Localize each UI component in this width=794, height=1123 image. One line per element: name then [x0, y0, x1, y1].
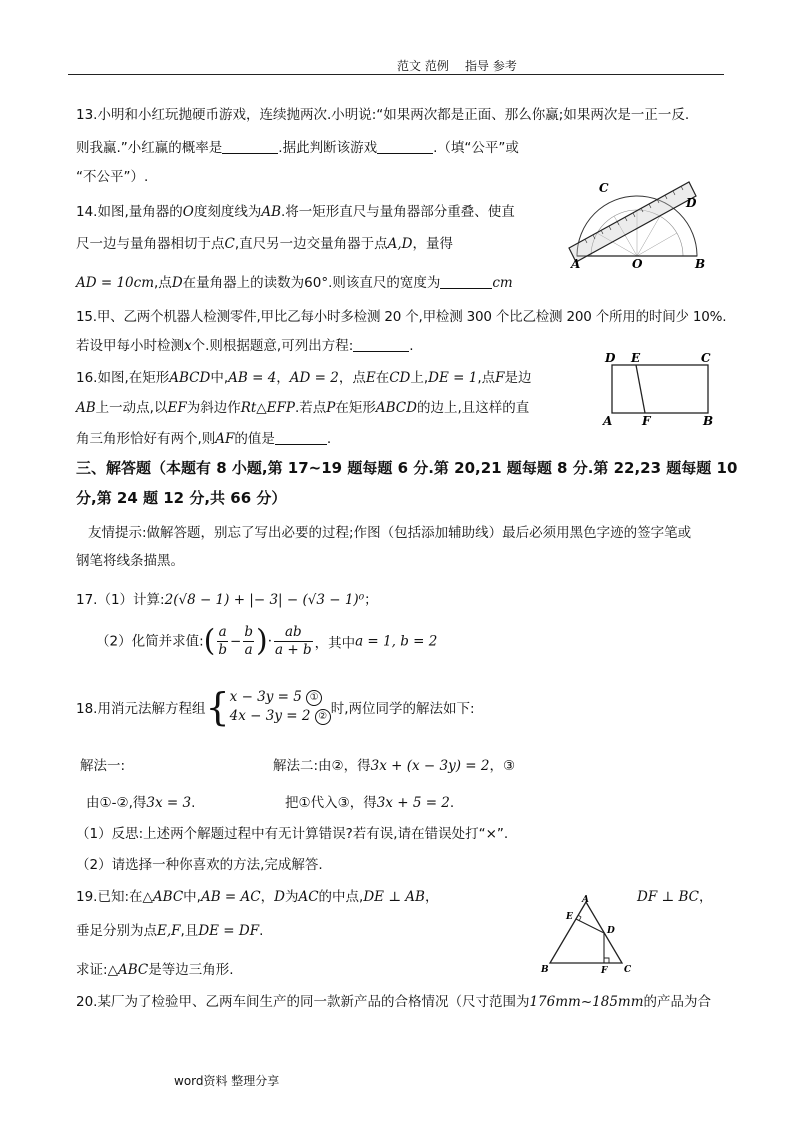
q16-text-j: .若点: [294, 400, 327, 416]
label-A: A: [603, 414, 613, 428]
q16-cd: CD: [389, 370, 411, 386]
q19-text-h: 垂足分别为点: [76, 923, 157, 939]
q16-de1: DE = 1: [428, 370, 478, 386]
q13-line3: “不公平”）.: [76, 169, 149, 185]
q16-e: E: [365, 370, 376, 386]
q16-line3: [76, 427, 331, 447]
answer-blank: [377, 139, 433, 154]
q18-expr-b: 3x = 3: [146, 795, 192, 811]
label-A: A: [571, 257, 581, 270]
q13-text-c: .（填“公平”或: [433, 140, 519, 156]
label-C: C: [701, 351, 711, 365]
q14-text-e: ,直尺另一边交量角器于点: [234, 236, 388, 252]
q15-text-b: 个.则根据题意,可列出方程:: [191, 338, 354, 354]
rectangle-figure: [598, 348, 718, 428]
q20-text-b: 的产品为合: [643, 994, 712, 1010]
dot-operator: ·: [267, 633, 272, 650]
q14-text-h: 在量角器上的读数为60°.则该直尺的宽度为: [182, 275, 441, 291]
q15-line1: 15.甲、乙两个机器人检测零件,甲比乙每小时多检测 20 个,甲检测 300 个比乙检测 200 个所用的时间少 10%.: [76, 309, 727, 325]
q19-text-d: 为: [284, 889, 299, 905]
q19-abc: △ABC: [142, 889, 184, 905]
q17-text-b: （2）化简并求值:: [96, 633, 204, 650]
numerator: ab: [274, 624, 313, 642]
minus-sign: −: [230, 633, 242, 650]
label-E: E: [566, 912, 573, 922]
q19-text-g: ，: [698, 889, 713, 905]
q16-text-n: 的值是: [234, 431, 275, 447]
q14-line3: [76, 271, 513, 291]
header-right: 指导 参考: [465, 59, 517, 73]
q20-line1: [76, 990, 711, 1010]
q14-line1: [76, 200, 515, 220]
label-O: O: [632, 257, 643, 270]
label-B: B: [695, 257, 706, 270]
q18-method1-line: [86, 791, 195, 811]
q16-text-l: 的边上,且这样的直: [416, 400, 530, 416]
answer-blank: [222, 139, 278, 154]
q19-d: D: [274, 889, 285, 905]
equation-1: x − 3y = 5: [229, 689, 302, 705]
q18-method2-line1: [273, 754, 515, 774]
label-A: A: [582, 895, 589, 905]
circled-one: ①: [306, 690, 322, 706]
q14-d: D: [171, 275, 183, 291]
numerator: a: [218, 624, 227, 640]
section3-tip-line2: 钢笔将线条描黑。: [76, 553, 184, 569]
q16-ab: AB: [76, 400, 96, 416]
q17-semicolon: ；: [364, 592, 378, 608]
q18-method2-line2: [285, 791, 454, 811]
q16-abcd2: ABCD: [375, 400, 417, 416]
q19-de-perp-ab: DE ⊥ AB: [363, 889, 425, 905]
q13-text-b: .据此判断该游戏: [278, 140, 378, 156]
section3-tip-line1: 友情提示:做解答题，别忘了写出必要的过程;作图（包括添加辅助线）最后必须用黑色字迹的签字笔或: [88, 525, 692, 541]
denominator: b: [218, 642, 228, 658]
q16-text-m: 角三角形恰好有两个,则: [76, 431, 216, 447]
label-B: B: [703, 414, 714, 428]
q18-method1-label: 解法一:: [80, 758, 126, 774]
q20-range-start: 176mm: [529, 994, 581, 1010]
q13-line2: [76, 136, 519, 156]
q19-ab-ac: AB = AC: [200, 889, 261, 905]
equation-2: 4x − 3y = 2: [229, 708, 311, 724]
q13-text-a: 则我赢.”小红赢的概率是: [76, 140, 223, 156]
q16-ef: EF: [167, 400, 187, 416]
q19-line3: [76, 958, 234, 978]
label-D: D: [607, 926, 615, 936]
q18-expr-a: 3x + (x − 3y) = 2: [370, 758, 490, 774]
protractor-ruler-figure: [555, 180, 725, 270]
q16-text-c: ，点: [338, 370, 366, 386]
q19-df-perp-bc: DF ⊥ BC: [637, 889, 699, 905]
q16-p: P: [326, 400, 336, 416]
q19-line1: [76, 885, 438, 905]
left-paren: (: [203, 623, 216, 659]
q16-text-o: .: [326, 431, 332, 447]
footer-text: word资料 整理分享: [174, 1074, 280, 1088]
q16-text-f: ,点: [477, 370, 496, 386]
q16-text-b: 中,: [210, 370, 229, 386]
label-E: E: [631, 351, 641, 365]
q14-ad-value: AD = 10cm: [76, 275, 155, 291]
q16-af: AF: [215, 431, 235, 447]
q14-text-g: ,点: [154, 275, 172, 291]
q16-text-e: 上,: [410, 370, 429, 386]
q18-text-e: 由①-②,得: [86, 795, 147, 811]
q14-ad: A,D: [387, 236, 413, 252]
fraction-a-over-b: [217, 624, 228, 659]
q16-line1: [76, 366, 532, 386]
q18-text-f: .: [191, 795, 196, 811]
q16-text-g: 是边: [504, 370, 532, 386]
q14-text-f: ，量得: [412, 236, 454, 252]
label-B: B: [541, 965, 549, 975]
q19-text-i: ,且: [180, 923, 199, 939]
q16-line2: [76, 396, 529, 416]
q14-text-d: 尺一边与量角器相切于点: [76, 236, 225, 252]
section3-title-line2: 分,第 24 题 12 分,共 66 分）: [76, 489, 287, 507]
q16-ab4: AB = 4: [228, 370, 277, 386]
label-F: F: [601, 966, 608, 976]
q14-line2: [76, 232, 453, 252]
q18-text-d: ，③: [489, 758, 516, 774]
q17-text-c: ，其中: [314, 635, 356, 652]
q16-text-d: 在: [375, 370, 390, 386]
q18-line1: [76, 687, 475, 727]
q16-text-i: 为斜边作: [186, 400, 241, 416]
equation-system: [230, 688, 331, 726]
q19-text-f: ，: [424, 889, 439, 905]
q19-text-l: 是等边三角形.: [148, 962, 234, 978]
q17-part2: [96, 624, 437, 659]
answer-blank: [353, 337, 409, 352]
q19-abc-2: △ABC: [107, 962, 149, 978]
q18-reflection: （1）反思:上述两个解题过程中有无计算错误?若有误,请在错误处打“×”.: [76, 826, 509, 842]
label-F: F: [642, 414, 651, 428]
denominator: a + b: [275, 642, 312, 658]
q18-text-h: .: [449, 795, 455, 811]
answer-blank: [275, 430, 327, 445]
q19-line2: [76, 919, 263, 939]
q19-ef: E,F: [157, 923, 181, 939]
q15-line2: [76, 334, 414, 354]
q15-text-a: 若设甲每小时检测: [76, 338, 184, 354]
q19-text-e: 的中点,: [318, 889, 364, 905]
q20-tilde: ~: [580, 994, 593, 1010]
q15-text-c: .: [409, 338, 414, 354]
label-C: C: [624, 965, 632, 975]
q19-text-a: 19.已知:在: [76, 889, 143, 905]
q17-condition: a = 1, b = 2: [355, 633, 438, 650]
q19-text-c: ，: [260, 889, 275, 905]
q18-text-a: 18.用消元法解方程组: [76, 701, 206, 717]
triangle-figure: [536, 895, 636, 977]
answer-blank: [440, 274, 492, 289]
q16-abcd: ABCD: [169, 370, 211, 386]
q19-text-j: .: [259, 923, 264, 939]
q16-rt: Rt△EFP: [240, 400, 295, 416]
header-rule: [68, 74, 724, 75]
q20-range-end: 185mm: [592, 994, 644, 1010]
q19-text-b: 中,: [183, 889, 201, 905]
q18-text-b: 时,两位同学的解法如下:: [330, 701, 475, 717]
q19-de-df: DE = DF: [198, 923, 260, 939]
q17-part1: [76, 588, 378, 608]
fraction-ab-over-apb: [274, 624, 313, 659]
q14-unit: cm: [492, 275, 513, 291]
system-brace: {: [205, 685, 230, 729]
q20-text-a: 20.某厂为了检验甲、乙两车间生产的同一款新产品的合格情况（尺寸范围为: [76, 994, 530, 1010]
q16-ad2: AD = 2: [289, 370, 339, 386]
q16-f: F: [495, 370, 505, 386]
q14-text-c: .将一矩形直尺与量角器部分重叠、使直: [281, 204, 515, 220]
q18-text-c: 解法二:由②，得: [273, 758, 371, 774]
label-D: D: [686, 196, 697, 210]
q19-ac: AC: [298, 889, 319, 905]
q14-text-b: 度刻度线为: [193, 204, 262, 220]
label-C: C: [599, 181, 609, 195]
q18-text-g: 把①代入③，得: [285, 795, 377, 811]
denominator: a: [244, 642, 253, 658]
q13-line1: 13.小明和小红玩抛硬币游戏，连续抛两次.小明说:“如果两次都是正面、那么你赢;如果两次是一正一反.: [76, 107, 690, 123]
fraction-b-over-a: [243, 624, 254, 659]
q16-text-a: 16.如图,在矩形: [76, 370, 170, 386]
numerator: b: [244, 624, 253, 640]
q16-comma: ，: [276, 370, 290, 386]
q14-c: C: [224, 236, 235, 252]
q17-text-a: 17.（1）计算:: [76, 592, 165, 608]
header-left: 范文 范例: [397, 59, 449, 73]
q14-ab: AB: [261, 204, 282, 220]
q16-text-h: 上一动点,以: [95, 400, 168, 416]
q14-text-a: 14.如图,量角器的: [76, 204, 183, 220]
q15-x: x: [184, 338, 192, 354]
q18-solve: （2）请选择一种你喜欢的方法,完成解答.: [76, 857, 323, 873]
label-D: D: [605, 351, 616, 365]
q14-o: O: [182, 204, 194, 220]
q19-line1-right: [637, 885, 712, 905]
q18-expr-c: 3x + 5 = 2: [376, 795, 450, 811]
q19-text-k: 求证:: [76, 962, 108, 978]
circled-two: ②: [315, 709, 331, 725]
q16-text-k: 在矩形: [335, 400, 376, 416]
q17-expression: 2(√8 − 1) + |− 3| − (√3 − 1)⁰: [164, 592, 365, 608]
section3-title-line1: 三、解答题（本题有 8 小题,第 17~19 题每题 6 分.第 20,21 题每题 8 分.第 22,23 题每题 10: [76, 459, 738, 477]
right-paren: ): [255, 623, 268, 659]
